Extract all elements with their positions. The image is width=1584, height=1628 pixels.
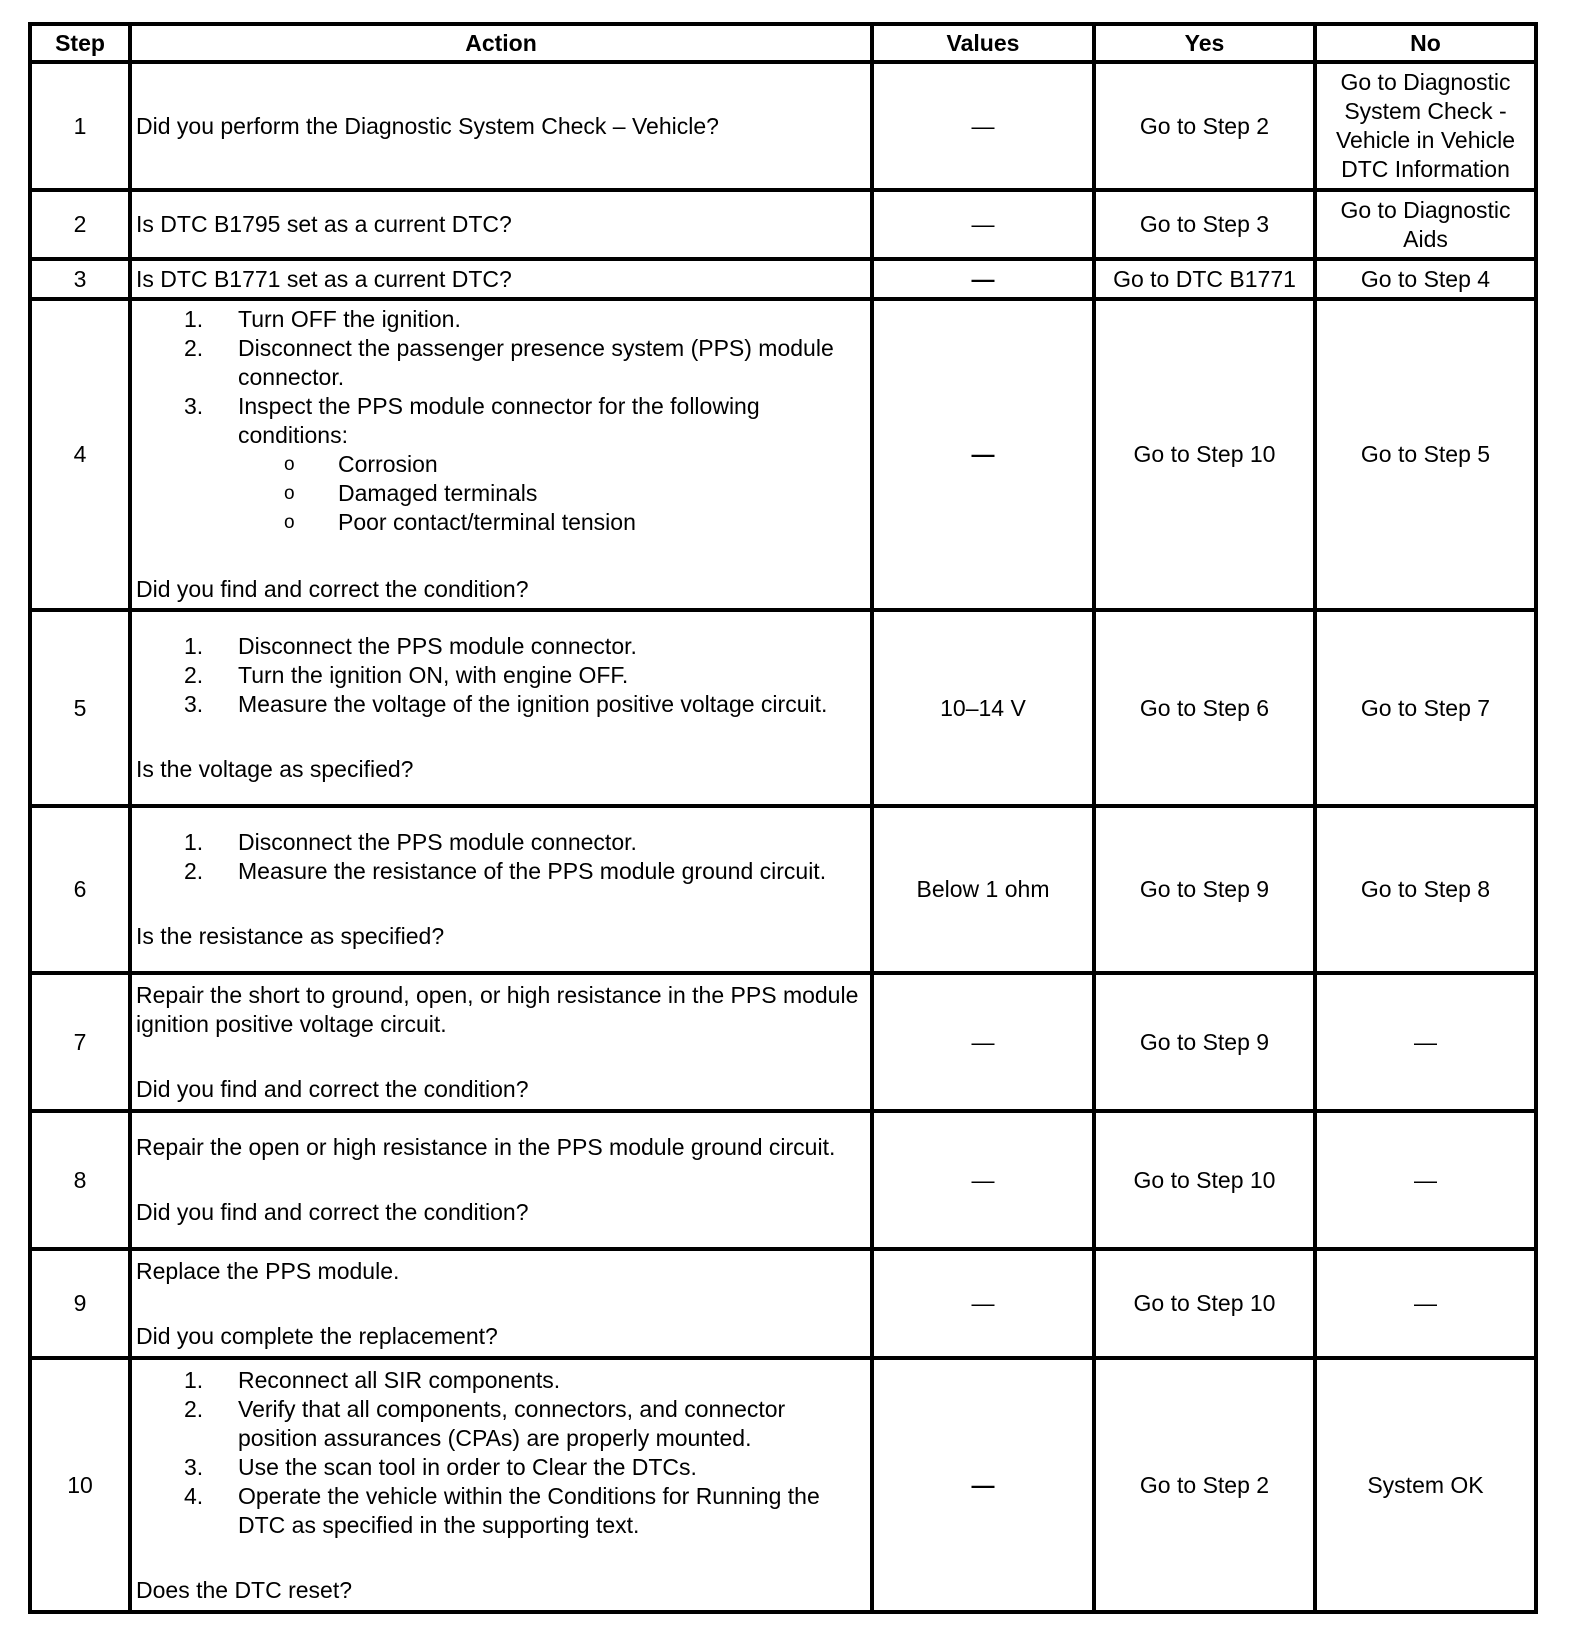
action-text: Repair the short to ground, open, or high resistance in the PPS module ignition positive voltage circuit. [136,981,859,1037]
value-cell: Below 1 ohm [872,806,1094,973]
item-text: Turn OFF the ignition. [238,306,461,332]
value-cell: — [872,973,1094,1111]
action-question: Did you find and correct the condition? [136,576,529,602]
item-text: Use the scan tool in order to Clear the DTCs. [238,1453,697,1480]
value-cell: — [872,62,1094,190]
item-text: Reconnect all SIR components. [238,1366,561,1393]
conditions-list [238,450,866,537]
action-question: Is the resistance as specified? [136,923,445,949]
list-item [136,661,866,690]
action-steps-list [136,1366,866,1540]
step-number: 3 [30,259,130,299]
header-row [30,24,1536,62]
action-text: Repair the open or high resistance in the PPS module ground circuit. [136,1134,836,1160]
table-row [30,806,1536,973]
no-cell: Go to Diagnostic Aids [1315,190,1536,259]
list-item [136,334,866,392]
table-row [30,973,1536,1111]
no-cell: Go to Step 5 [1315,299,1536,610]
value-cell: — [872,1249,1094,1358]
table-row [30,190,1536,259]
action-cell [130,259,872,299]
step-number: 4 [30,299,130,610]
list-item [136,1482,866,1540]
list-item [136,1453,866,1482]
item-number: 2. [184,1395,204,1422]
item-number: 2. [184,662,204,688]
list-item [136,690,866,719]
item-text: Measure the resistance of the PPS module ground circuit. [238,858,827,884]
list-item [238,479,866,508]
action-cell [130,62,872,190]
table-row [30,1111,1536,1249]
action-steps-list [136,828,866,886]
value-cell: — [872,190,1094,259]
list-item [136,857,866,886]
item-text: Disconnect the passenger presence system (PPS) module connector. [238,335,834,390]
action-question: Did you find and correct the condition? [136,1199,529,1225]
yes-cell: Go to Step 2 [1094,1358,1315,1612]
no-cell: Go to Step 7 [1315,610,1536,806]
yes-cell: Go to Step 6 [1094,610,1315,806]
item-number: 1. [184,306,204,332]
step-number: 5 [30,610,130,806]
condition-text: Damaged terminals [338,480,538,506]
list-item [136,1366,866,1395]
item-text: Verify that all components, connectors, and connector position assurances (CPAs) are properly mounted. [238,1395,786,1451]
action-text: Did you perform the Diagnostic System Check – Vehicle? [136,112,719,139]
action-question: Is the voltage as specified? [136,756,414,782]
item-number: 1. [184,829,204,855]
action-cell [130,1111,872,1249]
table-row [30,1249,1536,1358]
circle-bullet-icon: o [284,454,295,475]
list-item [238,450,866,479]
item-text: Operate the vehicle within the Conditions for Running the DTC as specified in the supporting text. [238,1482,820,1538]
item-number: 1. [184,633,204,659]
value-cell: — [872,1358,1094,1612]
yes-cell: Go to Step 10 [1094,1111,1315,1249]
step-number: 9 [30,1249,130,1358]
table-row [30,259,1536,299]
item-number: 3. [184,393,204,419]
yes-cell: Go to Step 10 [1094,1249,1315,1358]
action-cell [130,190,872,259]
yes-cell: Go to Step 9 [1094,806,1315,973]
item-number: 2. [184,335,204,361]
value-cell: — [872,259,1094,299]
item-number: 1. [184,1366,204,1393]
item-text-content: Inspect the PPS module connector for the following conditions: [238,393,760,448]
no-cell: — [1315,973,1536,1111]
yes-cell: Go to Step 10 [1094,299,1315,610]
yes-cell: Go to Step 2 [1094,62,1315,190]
no-cell: System OK [1315,1358,1536,1612]
item-number: 4. [184,1482,204,1509]
condition-text: Poor contact/terminal tension [338,509,636,535]
item-text [238,392,866,537]
yes-cell: Go to Step 3 [1094,190,1315,259]
list-item [136,828,866,857]
list-item [136,632,866,661]
no-cell: — [1315,1249,1536,1358]
item-text: Disconnect the PPS module connector. [238,633,637,659]
action-text: Replace the PPS module. [136,1257,400,1284]
table-row [30,299,1536,610]
action-cell [130,973,872,1111]
step-number: 2 [30,190,130,259]
value-cell: — [872,1111,1094,1249]
table-row [30,610,1536,806]
action-cell [130,1249,872,1358]
yes-cell: Go to Step 9 [1094,973,1315,1111]
action-question: Does the DTC reset? [136,1576,353,1603]
list-item [136,392,866,537]
action-cell [130,1358,872,1612]
action-cell [130,610,872,806]
list-item [136,1395,866,1453]
header-step: Step [30,24,130,62]
no-cell: Go to Step 4 [1315,259,1536,299]
header-no: No [1315,24,1536,62]
action-steps-list [136,305,866,537]
step-number: 6 [30,806,130,973]
table-row [30,1358,1536,1612]
condition-text: Corrosion [338,451,438,477]
item-text: Measure the voltage of the ignition positive voltage circuit. [238,691,828,717]
no-cell: — [1315,1111,1536,1249]
item-text: Disconnect the PPS module connector. [238,829,637,855]
circle-bullet-icon: o [284,483,295,504]
list-item [136,305,866,334]
header-action: Action [130,24,872,62]
diagnostic-table [28,22,1538,1614]
yes-cell: Go to DTC B1771 [1094,259,1315,299]
list-item [238,508,866,537]
item-text: Turn the ignition ON, with engine OFF. [238,662,629,688]
action-steps-list [136,632,866,719]
action-text: Is DTC B1771 set as a current DTC? [136,265,512,292]
action-question: Did you find and correct the condition? [136,1075,529,1102]
step-number: 7 [30,973,130,1111]
circle-bullet-icon: o [284,512,295,533]
value-cell: 10–14 V [872,610,1094,806]
no-cell: Go to Diagnostic System Check - Vehicle in Vehicle DTC Information [1315,62,1536,190]
header-yes: Yes [1094,24,1315,62]
step-number: 1 [30,62,130,190]
no-cell: Go to Step 8 [1315,806,1536,973]
table-row [30,62,1536,190]
action-cell [130,299,872,610]
step-number: 8 [30,1111,130,1249]
header-values: Values [872,24,1094,62]
step-number: 10 [30,1358,130,1612]
item-number: 2. [184,858,204,884]
value-cell: — [872,299,1094,610]
action-cell [130,806,872,973]
action-text: Is DTC B1795 set as a current DTC? [136,211,512,237]
action-question: Did you complete the replacement? [136,1322,498,1349]
item-number: 3. [184,691,204,717]
item-number: 3. [184,1453,204,1480]
